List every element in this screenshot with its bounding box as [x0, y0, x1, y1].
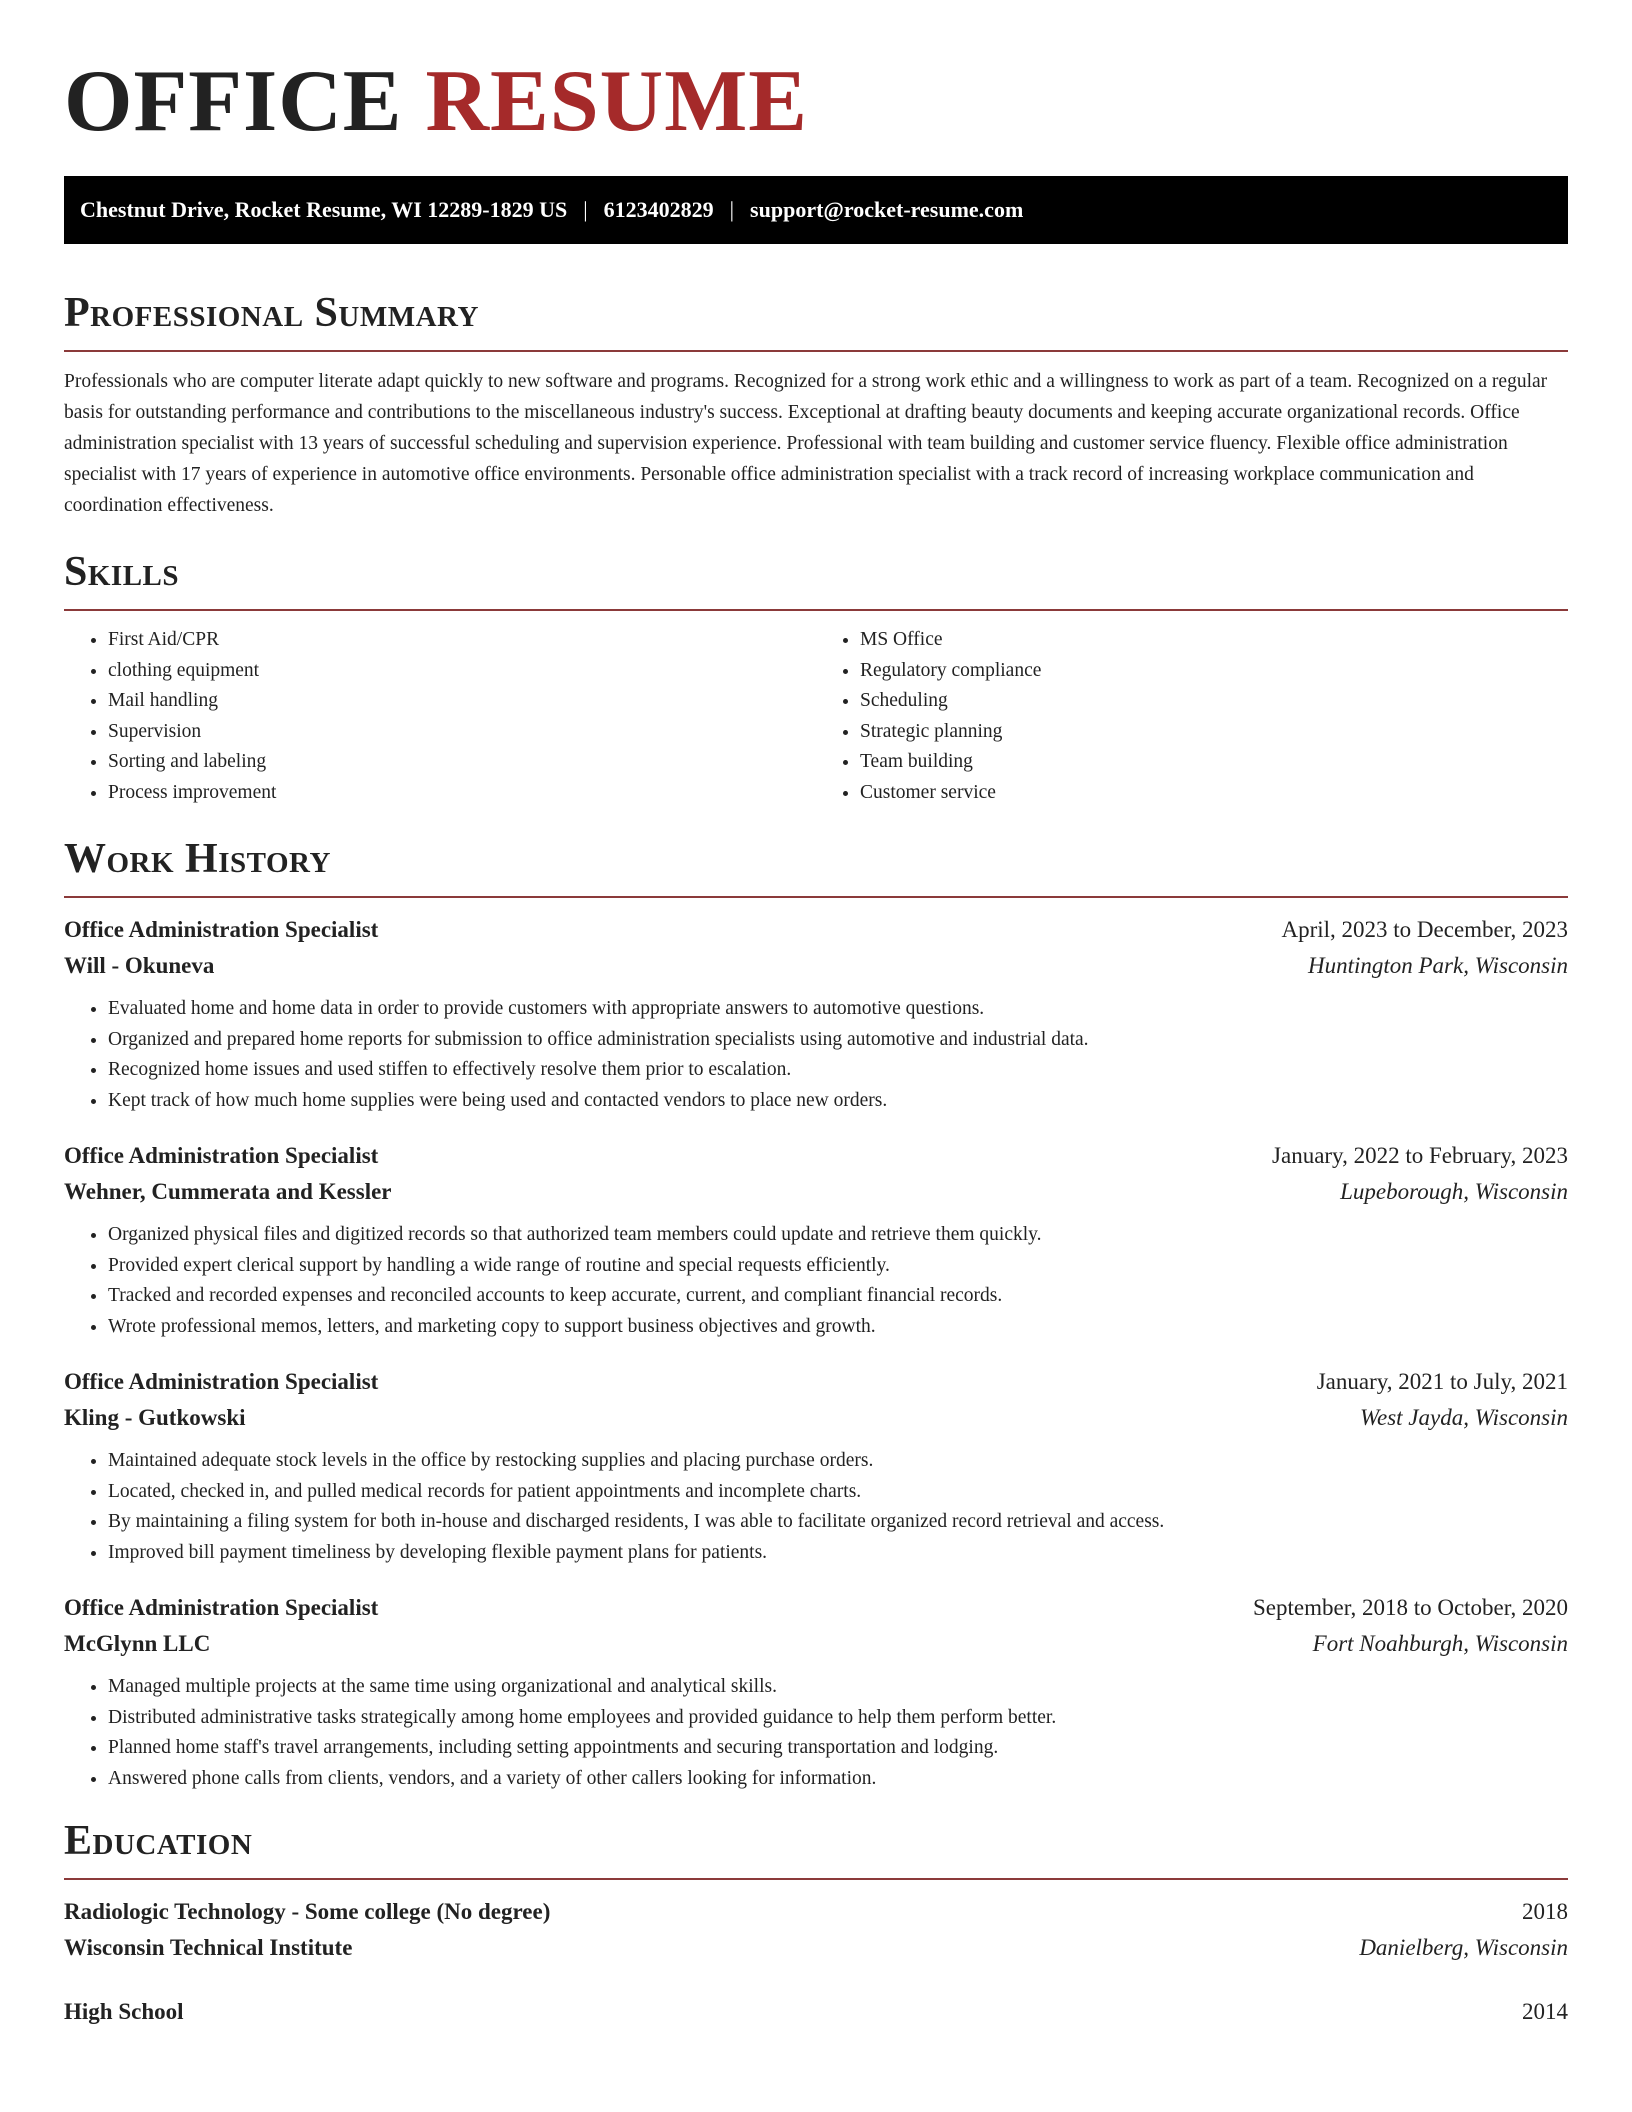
- job-company: Kling - Gutkowski: [64, 1405, 246, 1430]
- job-dates: September, 2018 to October, 2020: [1253, 1595, 1568, 1620]
- skills-columns: [64, 625, 1568, 808]
- section-divider: [64, 896, 1568, 898]
- education-location: Danielberg, Wisconsin: [1359, 1935, 1568, 1960]
- skill-item: • clothing equipment: [108, 656, 816, 687]
- job-entry: [64, 1364, 1568, 1568]
- job-bullets: [64, 1220, 1568, 1342]
- skill-item: • Team building: [860, 747, 1568, 778]
- job-dates: January, 2022 to February, 2023: [1272, 1143, 1568, 1168]
- job-location: Huntington Park, Wisconsin: [1307, 953, 1568, 978]
- job-location: West Jayda, Wisconsin: [1359, 1405, 1568, 1430]
- job-bullet: • Maintained adequate stock levels in the office by restocking supplies and placing purchase orders.: [108, 1446, 1568, 1477]
- skill-item: • Sorting and labeling: [108, 747, 816, 778]
- job-title: Office Administration Specialist: [64, 1595, 379, 1620]
- job-title: Office Administration Specialist: [64, 1143, 379, 1168]
- job-bullets: [64, 1446, 1568, 1568]
- education-section: [64, 1816, 1568, 2030]
- job-bullet: • Answered phone calls from clients, vendors, and a variety of other callers looking for information.: [108, 1764, 1568, 1795]
- education-school-row: [64, 1930, 1568, 1966]
- skills-heading: Skills: [64, 549, 180, 595]
- job-bullet: • Tracked and recorded expenses and reconciled accounts to keep accurate, current, and compliant financial records.: [108, 1281, 1568, 1312]
- job-bullet: • Recognized home issues and used stiffen to effectively resolve them prior to escalation.: [108, 1055, 1568, 1086]
- job-entry: [64, 1590, 1568, 1794]
- skill-item: • Strategic planning: [860, 717, 1568, 748]
- job-bullets: [64, 994, 1568, 1116]
- job-dates: April, 2023 to December, 2023: [1281, 917, 1568, 942]
- skills-list-right: [816, 625, 1568, 808]
- job-bullet: • Distributed administrative tasks strategically among home employees and provided guidance to help them perform better.: [108, 1703, 1568, 1734]
- job-company-row: [64, 1626, 1568, 1662]
- education-school: Wisconsin Technical Institute: [64, 1935, 353, 1960]
- contact-separator: |: [729, 197, 735, 222]
- work-heading: Work History: [64, 836, 331, 882]
- job-bullet: • Kept track of how much home supplies were being used and contacted vendors to place new orders.: [108, 1086, 1568, 1117]
- skill-item: • Scheduling: [860, 686, 1568, 717]
- name-first: OFFICE: [64, 53, 403, 150]
- contact-separator: |: [583, 197, 588, 222]
- section-divider: [64, 350, 1568, 352]
- skill-item: • Customer service: [860, 778, 1568, 809]
- job-bullet: • Located, checked in, and pulled medical records for patient appointments and incomplete charts.: [108, 1477, 1568, 1508]
- skill-item: • MS Office: [860, 625, 1568, 656]
- resume-name: [64, 52, 1568, 152]
- skill-item: • Mail handling: [108, 686, 816, 717]
- work-section: [64, 834, 1568, 1794]
- job-entry: [64, 1138, 1568, 1342]
- name-last: RESUME: [425, 53, 808, 150]
- job-company-row: [64, 1174, 1568, 1210]
- job-company: Wehner, Cummerata and Kessler: [64, 1179, 392, 1204]
- skill-item: • Process improvement: [108, 778, 816, 809]
- job-company: McGlynn LLC: [64, 1631, 211, 1656]
- job-title: Office Administration Specialist: [64, 917, 379, 942]
- education-heading: Education: [64, 1818, 253, 1864]
- job-bullet: • Evaluated home and home data in order to provide customers with appropriate answers to automotive questions.: [108, 994, 1568, 1025]
- education-entry: [64, 1994, 1568, 2030]
- education-entry: [64, 1894, 1568, 1966]
- job-dates: January, 2021 to July, 2021: [1316, 1369, 1568, 1394]
- job-bullet: • Wrote professional memos, letters, and marketing copy to support business objectives and growth.: [108, 1312, 1568, 1343]
- skill-item: • First Aid/CPR: [108, 625, 816, 656]
- education-degree-row: [64, 1894, 1568, 1930]
- contact-email: support@rocket-resume.com: [750, 197, 1024, 222]
- job-bullet: • Provided expert clerical support by handling a wide range of routine and special requests efficiently.: [108, 1251, 1568, 1282]
- job-location: Lupeborough, Wisconsin: [1340, 1179, 1568, 1204]
- job-bullet: • Planned home staff's travel arrangements, including setting appointments and securing transportation and lodging.: [108, 1733, 1568, 1764]
- skills-list-left: [64, 625, 816, 808]
- job-bullet: • Improved bill payment timeliness by developing flexible payment plans for patients.: [108, 1538, 1568, 1569]
- education-degree-row: [64, 1994, 1568, 2030]
- job-bullets: [64, 1672, 1568, 1794]
- job-title: Office Administration Specialist: [64, 1369, 379, 1394]
- resume-page: [64, 0, 1568, 2030]
- contact-phone: 6123402829: [603, 197, 714, 222]
- section-divider: [64, 1878, 1568, 1880]
- contact-bar: [64, 176, 1568, 244]
- education-degree: Radiologic Technology - Some college (No degree): [64, 1899, 551, 1924]
- education-year: 2018: [1522, 1899, 1568, 1924]
- job-company: Will - Okuneva: [64, 953, 215, 978]
- job-location: Fort Noahburgh, Wisconsin: [1312, 1631, 1568, 1656]
- skill-item: • Supervision: [108, 717, 816, 748]
- summary-section: [64, 288, 1568, 521]
- section-divider: [64, 609, 1568, 611]
- skill-item: • Regulatory compliance: [860, 656, 1568, 687]
- education-year: 2014: [1522, 1999, 1568, 2024]
- contact-address: Chestnut Drive, Rocket Resume, WI 12289-1829 US: [80, 197, 568, 222]
- skills-section: [64, 547, 1568, 808]
- job-title-row: [64, 1364, 1568, 1400]
- job-bullet: • By maintaining a filing system for both in-house and discharged residents, I was able to facilitate organized record retrieval and access.: [108, 1507, 1568, 1538]
- summary-heading: Professional Summary: [64, 290, 479, 336]
- job-bullet: • Managed multiple projects at the same time using organizational and analytical skills.: [108, 1672, 1568, 1703]
- job-title-row: [64, 912, 1568, 948]
- job-bullet: • Organized physical files and digitized records so that authorized team members could update and retrieve them quickly.: [108, 1220, 1568, 1251]
- job-company-row: [64, 948, 1568, 984]
- job-title-row: [64, 1138, 1568, 1174]
- job-title-row: [64, 1590, 1568, 1626]
- job-bullet: • Organized and prepared home reports for submission to office administration specialists using automotive and industrial data.: [108, 1025, 1568, 1056]
- summary-text: Professionals who are computer literate adapt quickly to new software and programs. Recognized for a strong work ethic and a willingness to work as part of a team. Recognized on a regular basis for outstanding performance and contributions to the miscellaneous industry's success. Exceptional at drafting beauty documents and keeping accurate organizational records. Office administration specialist with 13 years of successful scheduling and supervision experience. Professional with team building and customer service fluency. Flexible office administration specialist with 17 years of experience in automotive office environments. Personable office administration specialist with a track record of increasing workplace communication and coordination effectiveness.: [64, 371, 1548, 516]
- job-company-row: [64, 1400, 1568, 1436]
- education-degree: High School: [64, 1999, 184, 2024]
- job-entry: [64, 912, 1568, 1116]
